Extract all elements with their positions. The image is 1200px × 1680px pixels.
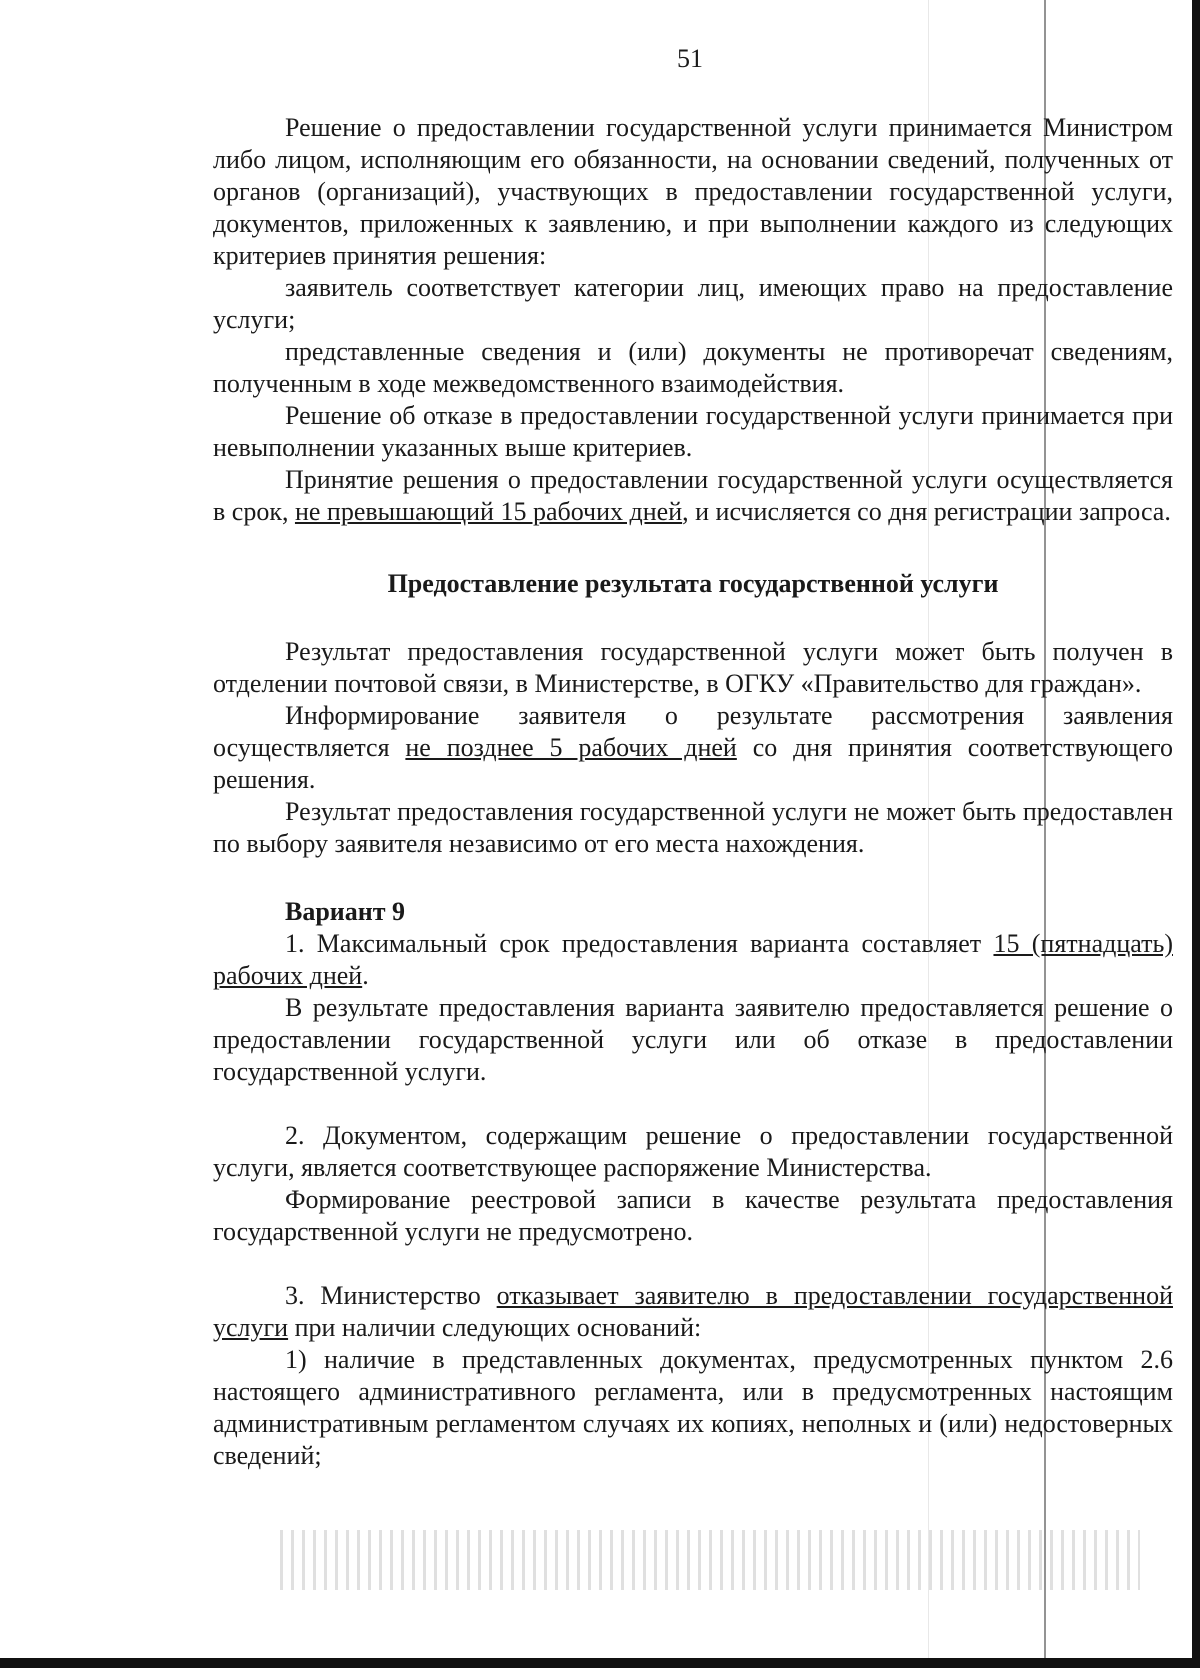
underlined-text: не превышающий 15 рабочих дней xyxy=(294,497,683,526)
page-number: 51 xyxy=(677,44,703,73)
paragraph xyxy=(213,700,1173,796)
paragraph: Формирование реестровой записи в качестве результата предоставления государственной услуги не предусмотрено. xyxy=(213,1185,1173,1246)
document-body xyxy=(213,112,1173,1472)
variant-title: Вариант 9 xyxy=(285,897,406,926)
spacer xyxy=(213,1248,1173,1280)
text-run: . xyxy=(362,961,369,990)
text-run: при наличии следующих оснований: xyxy=(288,1313,702,1342)
text-run: 1. Максимальный срок предоставления варианта составляет xyxy=(285,929,994,958)
paragraph: заявитель соответствует категории лиц, имеющих право на предоставление услуги; xyxy=(213,273,1173,334)
underlined-text: отказывает заявителю в предоставлении государственной услуги xyxy=(213,1281,1173,1342)
scan-border-right xyxy=(1192,0,1200,1668)
paragraph xyxy=(213,464,1173,528)
scan-border-bottom xyxy=(0,1658,1200,1668)
paragraph xyxy=(213,1280,1173,1344)
paragraph: Решение о предоставлении государственной услуги принимается Министром либо лицом, исполняющим его обязанности, на основании сведений, полученных от органов (организаций), участвующих в предоставлении государственной услуги, документов, приложенных к заявлению, и при выполнении каждого из следующих критериев принятия решения: xyxy=(213,113,1173,270)
paragraph: Результат предоставления государственной услуги не может быть предоставлен по выбору заявителя независимо от его места нахождения. xyxy=(213,797,1173,858)
paragraph: представленные сведения и (или) документы не противоречат сведениям, полученным в ходе межведомственного взаимодействия. xyxy=(213,337,1173,398)
paragraph: 1) наличие в представленных документах, предусмотренных пунктом 2.6 настоящего административного регламента, или в предусмотренных настоящим административным регламентом случаях их копиях, неполных и (или) недостоверных сведений; xyxy=(213,1345,1173,1470)
section-heading: Предоставление результата государственной услуги xyxy=(387,569,999,598)
text-run: Принятие решения о предоставлении государственной услуги осуществляется в срок, xyxy=(213,465,1173,526)
underlined-text: 15 (пятнадцать) рабочих дней xyxy=(213,929,1173,990)
underlined-text: не позднее 5 рабочих дней xyxy=(405,733,737,762)
paragraph: 2. Документом, содержащим решение о предоставлении государственной услуги, является соответствующее распоряжение Министерства. xyxy=(213,1121,1173,1182)
text-run: со дня принятия соответствующего решения. xyxy=(213,733,1173,794)
text-run: 3. Министерство xyxy=(285,1281,497,1310)
paragraph xyxy=(213,928,1173,992)
spacer xyxy=(213,1088,1173,1120)
text-run: Информирование заявителя о результате рассмотрения заявления осуществляется xyxy=(213,701,1173,762)
text-run: , и исчисляется со дня регистрации запроса. xyxy=(682,497,1171,526)
scan-noise xyxy=(280,1530,1140,1590)
paragraph: Результат предоставления государственной услуги может быть получен в отделении почтовой связи, в Министерстве, в ОГКУ «Правительство для граждан». xyxy=(213,637,1173,698)
paragraph: В результате предоставления варианта заявителю предоставляется решение о предоставлении государственной услуги или об отказе в предоставлении государственной услуги. xyxy=(213,993,1173,1086)
paragraph: Решение об отказе в предоставлении государственной услуги принимается при невыполнении указанных выше критериев. xyxy=(213,401,1173,462)
